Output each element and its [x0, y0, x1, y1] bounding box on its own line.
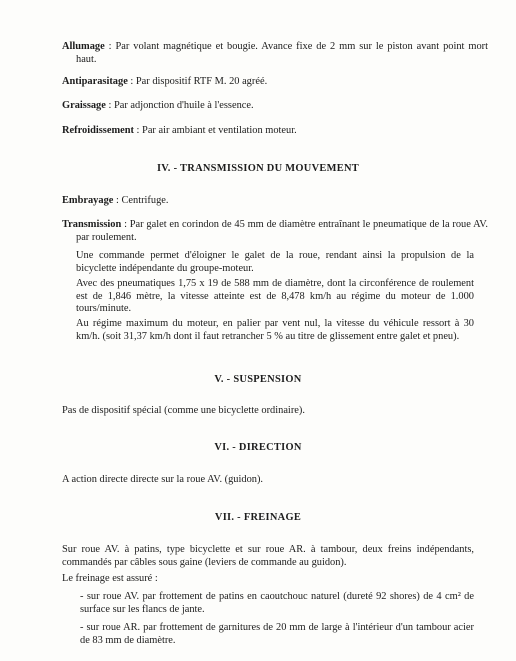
refroidissement-paragraph: [62, 125, 474, 138]
transmission-paragraph-3: Avec des pneumatiques 1,75 x 19 de 588 mm de diamètre, dont la circonférence de roulement est de 1,846 mètre, la vitesse atteinte est de 8,478 km/h au régime du moteur de 1.000 tours/minute.: [76, 278, 474, 315]
transmission-paragraph: [62, 219, 488, 244]
freinage-intro: Le freinage est assuré :: [62, 573, 158, 584]
freinage-paragraph: Sur roue AV. à patins, type bicyclette et sur roue AR. à tambour, deux freins indépendants, commandés par câbles sous gaine (leviers de commande au guidon).: [62, 544, 474, 568]
transmission-label: Transmission: [62, 219, 122, 230]
allumage-label: Allumage: [62, 41, 105, 52]
graissage-label: Graissage: [62, 100, 106, 111]
graissage-paragraph: [62, 100, 474, 113]
freinage-item-av-text: - sur roue AV. par frottement de patins en caoutchouc naturel (dureté 92 shores) de 4 cm² de surface sur les flancs de jante.: [80, 591, 474, 615]
graissage-text: : Par adjonction d'huile à l'essence.: [105, 100, 254, 111]
embrayage-text: : Centrifuge.: [113, 195, 169, 206]
antiparasitage-label: Antiparasitage: [62, 76, 128, 87]
section-vii-heading: VII. - FREINAGE: [214, 512, 302, 523]
freinage-item-av: [80, 591, 474, 616]
embrayage-paragraph: [62, 195, 474, 208]
section-v-heading: V. - SUSPENSION: [214, 374, 302, 385]
refroidissement-label: Refroidissement: [62, 125, 134, 136]
antiparasitage-paragraph: [62, 76, 474, 89]
section-vi-heading: VI. - DIRECTION: [214, 442, 302, 453]
embrayage-label: Embrayage: [62, 195, 114, 206]
antiparasitage-text: : Par dispositif RTF M. 20 agréé.: [127, 76, 268, 87]
transmission-paragraph-2: Une commande permet d'éloigner le galet de la roue, rendant ainsi la propulsion de la bicyclette indépendante du groupe-moteur.: [76, 250, 474, 274]
direction-paragraph: A action directe directe sur la roue AV. (guidon).: [62, 474, 264, 485]
section-iv-heading: IV. - TRANSMISSION DU MOUVEMENT: [156, 163, 360, 174]
transmission-text: : Par galet en corindon de 45 mm de diamètre entraînant le pneumatique de la roue AV. par roulement.: [76, 219, 488, 243]
suspension-paragraph: Pas de dispositif spécial (comme une bicyclette ordinaire).: [62, 405, 305, 416]
freinage-item-ar-text: - sur roue AR. par frottement de garnitures de 20 mm de large à l'intérieur d'un tambour acier de 83 mm de diamètre.: [80, 622, 474, 646]
allumage-paragraph: [62, 41, 488, 66]
allumage-text: : Par volant magnétique et bougie. Avance fixe de 2 mm sur le piston avant point mort haut.: [76, 41, 488, 65]
freinage-item-ar: [80, 622, 474, 647]
transmission-paragraph-4: Au régime maximum du moteur, en palier par vent nul, la vitesse du véhicule ressort à 30 km/h. (soit 31,37 km/h dont il faut retrancher 5 % au titre de glissement entre galet et pneu).: [76, 318, 474, 342]
refroidissement-text: : Par air ambiant et ventilation moteur.: [133, 125, 297, 136]
